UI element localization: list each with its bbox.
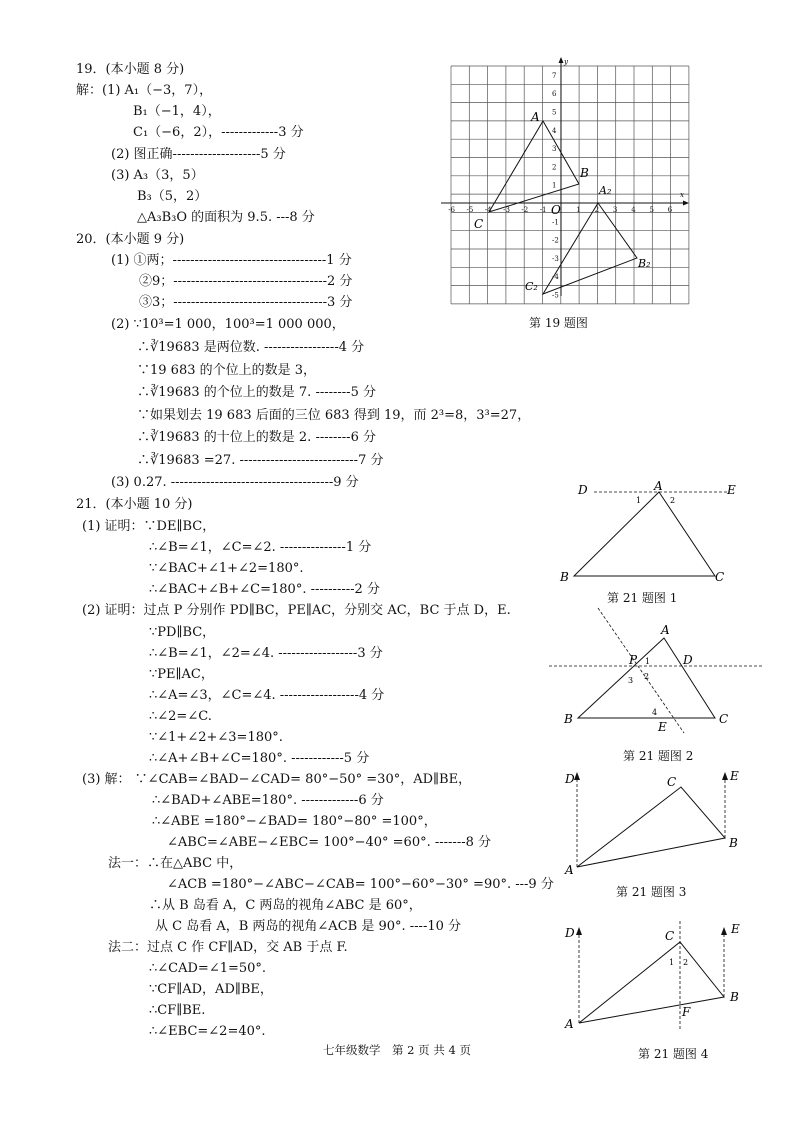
q21-line-5: (2) 证明：过点 P 分别作 PD∥BC，PE∥AC，分别交 AC，BC 于点 D，E. bbox=[82, 603, 511, 618]
q20-line-6: ∵19 683 的个位上的数是 3， bbox=[137, 363, 317, 378]
x-tick-label: 2 bbox=[594, 206, 600, 214]
arrow-d bbox=[574, 772, 580, 780]
y-tick-label: 4 bbox=[552, 126, 557, 135]
q19-line-3: C₁（−6，2），-------------3 分 bbox=[133, 125, 304, 140]
x-tick-label: -3 bbox=[503, 206, 510, 214]
label-a: A bbox=[565, 863, 574, 877]
q21-line-2: ∴∠B=∠1，∠C=∠2. ---------------1 分 bbox=[149, 540, 372, 555]
angle-1-label: 1 bbox=[645, 657, 651, 666]
angle-2-label: 2 bbox=[644, 672, 650, 681]
label-e: E bbox=[730, 769, 739, 783]
point-c2-label: C₂ bbox=[525, 280, 538, 293]
label-a: A bbox=[654, 479, 663, 493]
label-a: A bbox=[565, 1017, 574, 1031]
q20-line-11: (3) 0.27. -------------------------------------9 分 bbox=[111, 475, 359, 490]
figure-21-3-caption: 第 21 题图 3 bbox=[616, 885, 687, 899]
q21-line-24: ∴CF∥BE. bbox=[149, 1003, 206, 1018]
q21-line-22: ∴∠CAD=∠1=50°. bbox=[149, 961, 267, 976]
y-tick-label: 1 bbox=[552, 181, 557, 190]
label-c: C bbox=[719, 712, 729, 726]
label-d: D bbox=[565, 772, 575, 786]
q20-line-7: ∴∛19683 的个位上的数是 7. --------5 分 bbox=[137, 385, 376, 400]
q20-header: 20．(本小题 9 分) bbox=[76, 232, 185, 247]
triangle-abc bbox=[574, 492, 715, 576]
q21-line-15: ∴∠ABE =180°−∠BAD= 180°−80° =100°， bbox=[152, 814, 437, 829]
y-tick-label: -3 bbox=[552, 254, 559, 263]
point-a2-label: A₂ bbox=[599, 184, 612, 197]
q20-line-8: ∵如果划去 19 683 后面的三位 683 得到 19，而 2³=8，3³=27， bbox=[137, 408, 531, 423]
angle-3-label: 3 bbox=[628, 676, 634, 685]
label-d: D bbox=[565, 926, 575, 940]
q21-line-7: ∴∠B=∠1，∠2=∠4. ------------------3 分 bbox=[149, 646, 383, 661]
q19-line-4: (2) 图正确--------------------5 分 bbox=[111, 147, 286, 162]
label-b: B bbox=[560, 570, 569, 584]
label-p: P bbox=[629, 653, 638, 667]
x-axis-arrow bbox=[683, 201, 689, 206]
label-c: C bbox=[715, 570, 725, 584]
label-e: E bbox=[658, 720, 667, 734]
q21-line-17: 法一：∴在△ABC 中， bbox=[108, 856, 243, 871]
q21-line-4: ∴∠BAC+∠B+∠C=180°. ----------2 分 bbox=[149, 582, 380, 597]
label-b: B bbox=[564, 712, 573, 726]
q21-line-21: 法二：过点 C 作 CF∥AD，交 AB 于点 F. bbox=[108, 940, 348, 955]
figure-21-2-caption: 第 21 题图 2 bbox=[623, 749, 694, 763]
line-pe bbox=[598, 608, 684, 733]
y-tick-label: 2 bbox=[552, 163, 557, 172]
q19-line-2: B₁（−1，4）， bbox=[133, 104, 221, 119]
q19-line-1: 解：(1) A₁（−3，7）， bbox=[76, 83, 213, 98]
q20-line-4: (2) ∵10³=1 000，100³=1 000 000， bbox=[111, 317, 345, 332]
angle-2-label: 2 bbox=[670, 496, 676, 505]
q21-line-13: (3) 解： ∵∠CAB=∠BAD−∠CAD= 80°−50° =30°，AD∥BE， bbox=[82, 772, 472, 787]
y-tick-label: 6 bbox=[552, 90, 557, 99]
y-tick-label: -4 bbox=[552, 273, 559, 282]
arrow-d bbox=[576, 927, 582, 935]
origin-label: O bbox=[551, 203, 561, 217]
figure-19-caption: 第 19 题图 bbox=[529, 316, 588, 330]
q21-line-20: 从 C 岛看 A，B 两岛的视角∠ACB 是 90°. ----10 分 bbox=[155, 919, 462, 934]
q20-line-2: ②9；-----------------------------------2 分 bbox=[139, 274, 353, 289]
y-tick-label: 3 bbox=[552, 145, 557, 154]
figure-21-4-caption: 第 21 题图 4 bbox=[638, 1047, 709, 1061]
figure-21-4 bbox=[560, 918, 745, 1038]
q21-line-14: ∴∠BAD+∠ABE=180°. -------------6 分 bbox=[152, 793, 384, 808]
q21-line-16: ∠ABC=∠ABE−∠EBC= 100°−40° =60°. -------8 分 bbox=[167, 835, 492, 850]
point-b2-label: B₂ bbox=[638, 257, 651, 270]
q19-line-7: △A₃B₃O 的面积为 9.5. ---8 分 bbox=[137, 210, 315, 225]
q21-line-18: ∠ACB =180°−∠ABC−∠CAB= 100°−60°−30° =90°. ---9 分 bbox=[167, 877, 554, 892]
q21-line-25: ∴∠EBC=∠2=40°. bbox=[149, 1024, 266, 1039]
triangle-abc bbox=[579, 942, 724, 1023]
q20-line-9: ∴∛19683 的十位上的数是 2. --------6 分 bbox=[137, 430, 376, 445]
q21-line-12: ∴∠A+∠B+∠C=180°. ------------5 分 bbox=[149, 751, 370, 766]
label-b: B bbox=[729, 836, 738, 850]
figure-21-1-caption: 第 21 题图 1 bbox=[607, 591, 678, 605]
label-c: C bbox=[667, 775, 677, 789]
label-f: F bbox=[682, 1005, 691, 1019]
q21-line-10: ∴∠2=∠C. bbox=[149, 709, 212, 724]
point-a-label: A bbox=[531, 110, 540, 124]
angle-1-label: 1 bbox=[669, 958, 675, 967]
y-tick-label: 5 bbox=[552, 108, 557, 117]
q21-line-3: ∵∠BAC+∠1+∠2=180°. bbox=[149, 561, 304, 576]
q21-line-9: ∴∠A=∠3，∠C=∠4. ------------------4 分 bbox=[149, 688, 385, 703]
label-e: E bbox=[727, 483, 736, 497]
y-tick-label: -1 bbox=[552, 218, 559, 227]
angle-1-label: 1 bbox=[636, 496, 642, 505]
x-tick-label: -4 bbox=[484, 206, 492, 214]
figure-21-3 bbox=[560, 768, 745, 878]
triangle-abc bbox=[577, 787, 725, 867]
q19-line-5: (3) A₃（3，5） bbox=[111, 168, 204, 183]
point-c-label: C bbox=[474, 217, 484, 231]
x-tick-label: -5 bbox=[466, 206, 474, 214]
q20-line-3: ③3；-----------------------------------3 分 bbox=[139, 295, 353, 310]
label-d: D bbox=[683, 653, 693, 667]
q20-line-1: (1) ①两；-----------------------------------1 分 bbox=[111, 253, 352, 268]
x-tick-label: 3 bbox=[612, 206, 618, 214]
q21-line-23: ∵CF∥AD，AD∥BE， bbox=[149, 982, 273, 997]
label-e: E bbox=[731, 922, 740, 936]
y-tick-label: -2 bbox=[552, 236, 559, 245]
label-b: B bbox=[730, 990, 739, 1004]
x-tick-label: -1 bbox=[539, 206, 547, 214]
angle-4-label: 4 bbox=[652, 708, 658, 717]
q21-line-1: (1) 证明：∵DE∥BC， bbox=[82, 519, 216, 534]
label-c: C bbox=[665, 929, 675, 943]
x-tick-label: 5 bbox=[649, 206, 654, 214]
q20-line-10: ∴∛19683 =27. ---------------------------7 分 bbox=[137, 453, 384, 468]
figure-21-2 bbox=[548, 606, 763, 736]
angle-2-label: 2 bbox=[683, 958, 689, 967]
x-tick-label: 4 bbox=[631, 206, 636, 214]
q21-line-6: ∵PD∥BC， bbox=[149, 625, 216, 640]
x-tick-label: -6 bbox=[448, 206, 456, 214]
label-d: D bbox=[578, 483, 588, 497]
figure-21-1 bbox=[555, 478, 745, 583]
q21-line-19: ∴从 B 岛看 A，C 两岛的视角∠ABC 是 60°， bbox=[149, 898, 422, 913]
point-b-label: B bbox=[580, 166, 589, 180]
q19-header: 19．(本小题 8 分) bbox=[76, 62, 185, 77]
q21-header: 21．(本小题 10 分) bbox=[76, 497, 193, 512]
y-axis-label: y bbox=[564, 58, 568, 66]
q21-line-11: ∵∠1+∠2+∠3=180°. bbox=[149, 730, 283, 745]
x-tick-label: -2 bbox=[521, 206, 529, 214]
q19-line-6: B₃（5，2） bbox=[137, 189, 208, 204]
figure-19-grid bbox=[440, 55, 690, 305]
grid-lines bbox=[451, 66, 689, 304]
q20-line-5: ∴∛19683 是两位数. -----------------4 分 bbox=[137, 340, 365, 355]
x-axis-label: x bbox=[680, 191, 684, 199]
x-tick-label: 6 bbox=[667, 206, 673, 214]
y-axis-arrow bbox=[559, 57, 564, 63]
arrow-e bbox=[721, 927, 727, 935]
y-tick-label: 7 bbox=[552, 71, 557, 80]
x-tick-label: 1 bbox=[576, 206, 581, 214]
y-tick-labels bbox=[552, 72, 559, 300]
q21-line-8: ∵PE∥AC， bbox=[149, 667, 214, 682]
label-a: A bbox=[661, 623, 670, 637]
y-tick-label: -5 bbox=[552, 291, 559, 300]
arrow-e bbox=[722, 772, 728, 780]
triangle-abc bbox=[489, 121, 579, 212]
page-footer: 七年级数学 第 2 页 共 4 页 bbox=[323, 1043, 471, 1057]
